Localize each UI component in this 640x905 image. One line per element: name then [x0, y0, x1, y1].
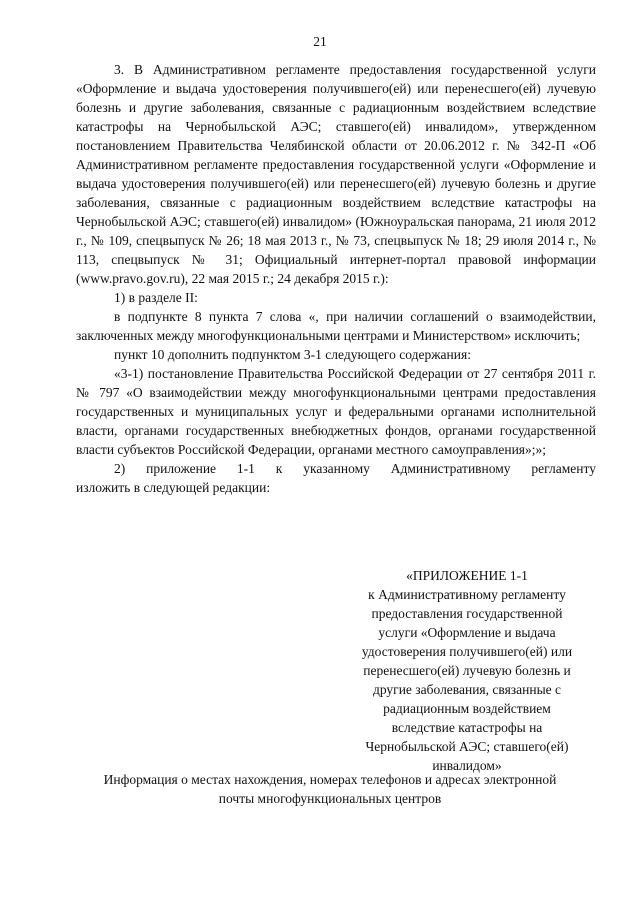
appendix-line: удостоверения получившего(ей) или	[361, 644, 573, 659]
paragraph: 1) в разделе II:	[114, 290, 198, 305]
appendix-line: инвалидом»	[432, 758, 502, 773]
appendix-line: другие заболевания, связанные с	[372, 682, 561, 697]
section-title-line: почты многофункциональных центров	[218, 791, 442, 806]
paragraph: пункт 10 дополнить подпунктом 3-1 следующего содержания:	[114, 347, 471, 362]
appendix-line: вследствие катастрофы на	[391, 720, 543, 735]
page-number: 21	[313, 34, 327, 49]
appendix-line: к Административному регламенту	[368, 587, 566, 602]
appendix-line: «ПРИЛОЖЕНИЕ 1-1	[406, 568, 528, 583]
appendix-header	[326, 566, 608, 775]
appendix-line: радиационным воздействием	[383, 701, 551, 716]
document-body	[76, 60, 596, 497]
paragraph: 3. В Административном регламенте предоставления государственной услуги «Оформление и выдача удостоверения получившего(ей) или перенесшего(ей) лучевую болезнь и другие заболевания, связанные с радиационным воздействием вследствие катастрофы на Чернобыльской АЭС; ставшего(ей) инвалидом», утвержденном постановлением Правительства Челябинской области от 20.06.2012 г. № 342-П «Об Административном регламенте предоставления государственной услуги «Оформление и выдача удостоверения получившего(ей) или перенесшего(ей) лучевую болезнь и другие заболевания, связанные с радиационным воздействием вследствие катастрофы на Чернобыльской АЭС; ставшего(ей) инвалидом» (Южноуральская панорама, 21 июля 2012 г., № 109, спецвыпуск № 26; 18 мая 2013 г., № 73, спецвыпуск № 18; 29 июля 2014 г., № 113, спецвыпуск № 31; Официальный интернет-портал правовой информации (www.pravo.gov.ru), 22 мая 2015 г.; 24 декабря 2015 г.):	[76, 62, 596, 286]
paragraph: в подпункте 8 пункта 7 слова «, при наличии соглашений о взаимодействии, заключенных между многофункциональными центрами и Министерством» исключить;	[76, 309, 596, 343]
appendix-line: предоставления государственной	[371, 606, 563, 621]
section-title	[60, 770, 600, 808]
section-title-line: Информация о местах нахождения, номерах телефонов и адресах электронной	[103, 772, 557, 787]
paragraph: «3-1) постановление Правительства Российской Федерации от 27 сентября 2011 г. № 797 «О взаимодействии между многофункциональными центрами предоставления государственных и муниципальных услуг и федеральными органами исполнительной власти, органами государственных внебюджетных фондов, органами государственной власти субъектов Российской Федерации, органами местного самоуправления»;»;	[76, 366, 596, 457]
appendix-line: услуги «Оформление и выдача	[378, 625, 556, 640]
paragraph: 2) приложение 1-1 к указанному Административному регламенту	[114, 461, 596, 476]
appendix-line: перенесшего(ей) лучевую болезнь и	[363, 663, 571, 678]
appendix-line: Чернобыльской АЭС; ставшего(ей)	[365, 739, 569, 754]
paragraph: изложить в следующей редакции:	[76, 480, 271, 495]
